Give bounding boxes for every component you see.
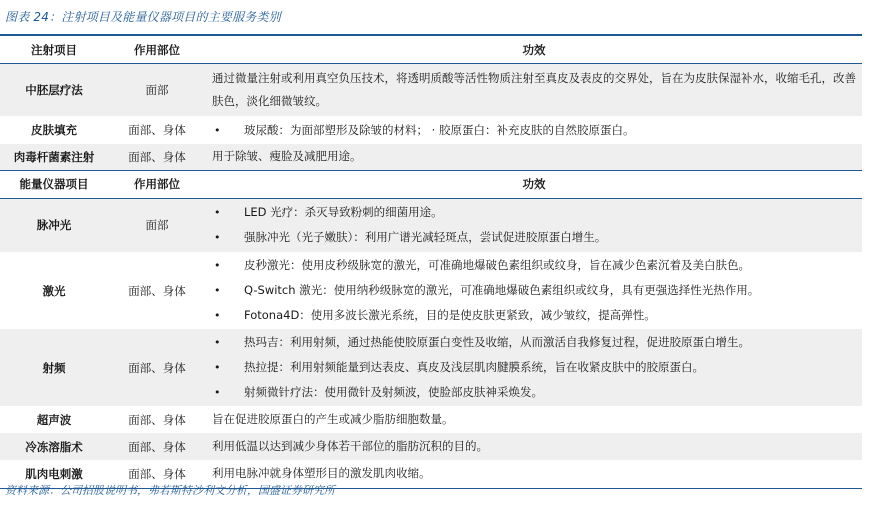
bullet-dot: •	[214, 386, 221, 399]
bullet-item	[212, 253, 856, 278]
row-effect: 用于除皱、瘦脸及减肥用途。	[206, 144, 862, 170]
bullet-item	[212, 330, 856, 355]
row-area: 面部	[108, 198, 206, 252]
bullet-text: 玻尿酸：为面部塑形及除皱的材料； · 胶原蛋白：补充皮肤的自然胶原蛋白。	[244, 122, 635, 137]
bullet-dot: •	[214, 361, 221, 374]
row-name: 中胚层疗法	[0, 64, 108, 117]
table-row	[0, 116, 862, 144]
row-area: 面部、身体	[108, 460, 206, 488]
header-area: 作用部位	[108, 35, 206, 64]
bullet-dot: •	[214, 231, 221, 245]
bullet-item	[212, 303, 856, 328]
row-effect: 旨在促进胶原蛋白的产生或减少脂肪细胞数量。	[212, 412, 454, 426]
bullet-item	[212, 118, 856, 143]
table-row	[0, 198, 862, 252]
bullet-item	[212, 278, 856, 303]
bullet-text: 强脉冲光（光子嫩肤）：利用广谱光减轻斑点，尝试促进胶原蛋白增生。	[244, 230, 607, 245]
row-effect	[206, 64, 862, 117]
row-area: 面部、身体	[128, 283, 186, 298]
row-effect	[206, 329, 862, 406]
table-row	[0, 144, 862, 170]
row-name: 肉毒杆菌素注射	[0, 144, 108, 170]
table-row	[0, 406, 862, 433]
row-effect	[206, 116, 862, 144]
row-effect	[206, 198, 862, 252]
services-table	[0, 34, 862, 489]
bullet-text: 热拉提：利用射频能量到达表皮、真皮及浅层肌肉腱膜系统，旨在收紧皮肤中的胶原蛋白。	[244, 360, 704, 374]
row-area: 面部、身体	[108, 144, 206, 170]
row-area: 面部、身体	[108, 329, 206, 406]
bullet-dot: •	[214, 206, 221, 220]
row-area: 面部、身体	[128, 123, 186, 137]
row-name: 激光	[42, 283, 66, 298]
header-area: 作用部位	[108, 170, 206, 198]
table-row	[0, 433, 862, 460]
bullet-dot: •	[214, 284, 221, 297]
figure-caption: 图表 24：注射项目及能量仪器项目的主要服务类别	[5, 10, 281, 24]
row-name: 脉冲光	[0, 198, 108, 252]
bullet-item	[212, 225, 856, 250]
bullet-text: Fotona4D：使用多波长激光系统，目的是使皮肤更紧致，减少皱纹，提高弹性。	[244, 308, 656, 322]
header-equipment-item: 能量仪器项目	[0, 170, 108, 198]
row-effect: 利用电脉冲就身体塑形目的激发肌肉收缩。	[206, 460, 862, 488]
row-area: 面部	[108, 64, 206, 117]
row-name: 皮肤填充	[31, 123, 77, 137]
table-row	[0, 329, 862, 406]
source-note: 资料来源：公司招股说明书，弗若斯特沙利文分析，国盛证券研究所	[5, 484, 335, 497]
row-effect	[206, 252, 862, 329]
bullet-dot: •	[214, 123, 221, 137]
row-area: 面部、身体	[108, 433, 206, 460]
injection-header-row	[0, 35, 862, 64]
table-row	[0, 252, 862, 329]
header-effect: 功效	[206, 170, 862, 198]
row-name: 射频	[0, 329, 108, 406]
row-effect: 利用低温以达到减少身体若干部位的脂肪沉积的目的。	[206, 433, 862, 460]
bullet-item	[212, 200, 856, 225]
bullet-item	[212, 380, 856, 405]
equipment-header-row	[0, 170, 862, 198]
bullet-text: LED 光疗：杀灭导致粉刺的细菌用途。	[244, 205, 443, 220]
header-injection-item: 注射项目	[0, 35, 108, 64]
row-name: 超声波	[36, 412, 72, 427]
bullet-item	[212, 355, 856, 380]
table-row	[0, 64, 862, 117]
bullet-dot: •	[214, 336, 221, 349]
row-name: 肌肉电刺激	[0, 460, 108, 488]
bullet-dot: •	[214, 309, 221, 322]
header-effect: 功效	[206, 35, 862, 64]
bullet-text: 皮秒激光：使用皮秒级脉宽的激光，可准确地爆破色素组织或纹身，旨在减少色素沉着及美白肤色。	[244, 258, 750, 272]
bullet-text: Q-Switch 激光：使用纳秒级脉宽的激光，可准确地爆破色素组织或纹身，具有更强选择性光热作用。	[244, 283, 760, 297]
effect-text: 通过微量注射或利用真空负压技术，将透明质酸等活性物质注射至真皮及表皮的交界处，旨在为皮肤保湿补水，收缩毛孔，改善肤色，淡化细微皱纹。	[212, 71, 856, 108]
bullet-text: 射频微针疗法：使用微针及射频波，使脸部皮肤神采焕发。	[244, 385, 543, 399]
row-name: 冷冻溶脂术	[0, 433, 108, 460]
row-area: 面部、身体	[128, 412, 186, 427]
bullet-text: 热玛吉：利用射频，通过热能使胶原蛋白变性及收缩，从而激活自我修复过程，促进胶原蛋白增生。	[244, 335, 750, 349]
bullet-dot: •	[214, 259, 221, 272]
